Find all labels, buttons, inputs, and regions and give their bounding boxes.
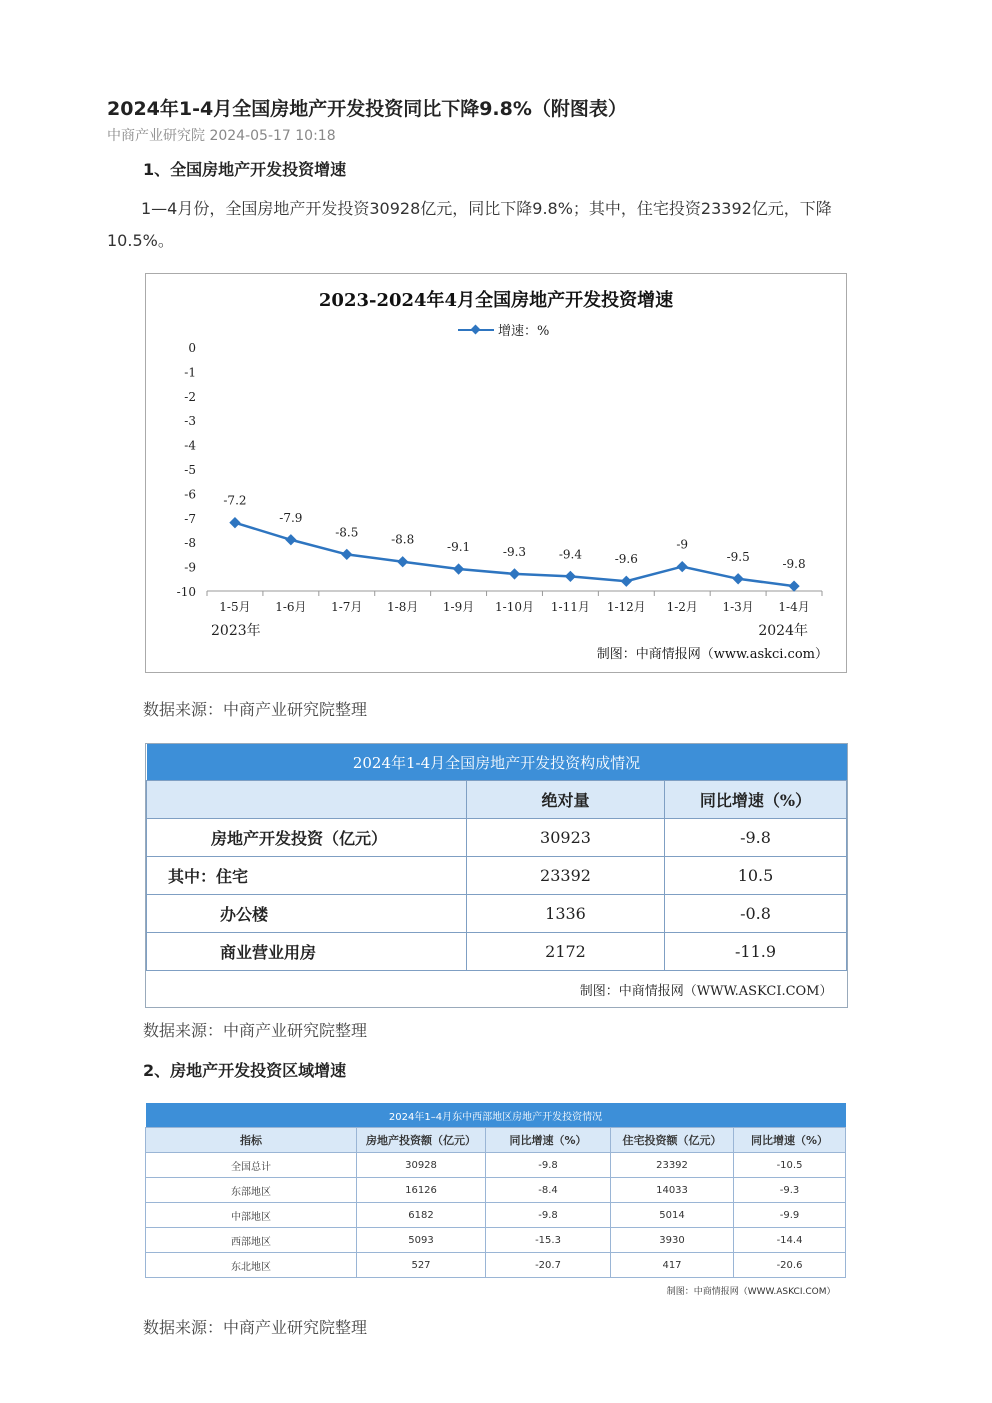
data-source-1: 数据来源：中商产业研究院整理: [143, 700, 368, 719]
legend-label: 增速：%: [498, 324, 550, 339]
data-label: -9.4: [558, 547, 582, 562]
cell-absolute: 1336: [467, 895, 665, 933]
table-credit: 制图：中商情报网（WWW.ASKCI.COM）: [579, 983, 833, 999]
x-tick-label: 1-2月: [666, 600, 698, 614]
cell: -9.8: [486, 1153, 611, 1178]
data-label: -9.6: [614, 552, 638, 567]
row-label: 房地产开发投资（亿元）: [147, 819, 467, 857]
table-row: [146, 1228, 846, 1253]
x-tick-label: 1-4月: [778, 600, 810, 614]
cell: -20.7: [486, 1253, 611, 1278]
legend-marker: [471, 325, 481, 335]
article-meta: 中商产业研究院 2024-05-17 10:18: [107, 128, 336, 144]
data-label: -9.3: [502, 544, 527, 559]
cell: -8.4: [486, 1178, 611, 1203]
cell: -14.4: [734, 1228, 846, 1253]
table-row: [146, 1153, 846, 1178]
cell-absolute: 2172: [467, 933, 665, 971]
cell-absolute: 30923: [467, 819, 665, 857]
y-tick-label: -10: [176, 585, 196, 599]
article-paragraph: 1—4月份，全国房地产开发投资30928亿元，同比下降9.8%；其中，住宅投资23392亿元，下降10.5%。: [107, 199, 832, 250]
data-label: -9: [676, 537, 689, 552]
y-tick-label: 0: [188, 341, 196, 355]
cell: 东部地区: [146, 1178, 357, 1203]
data-point: [229, 517, 240, 528]
cell-absolute: 23392: [467, 857, 665, 895]
year-label-left: 2023年: [211, 623, 261, 639]
y-tick-label: -5: [184, 463, 196, 477]
table-header: 指标: [146, 1128, 357, 1153]
y-tick-label: -7: [184, 511, 196, 526]
data-label: -9.1: [447, 540, 471, 555]
cell: 6182: [357, 1203, 486, 1228]
data-point: [397, 556, 408, 567]
data-point: [621, 576, 632, 587]
x-tick-label: 1-8月: [387, 600, 419, 614]
regional-table: [145, 1103, 846, 1297]
cell: -20.6: [734, 1253, 846, 1278]
table-header: 房地产投资额（亿元）: [357, 1128, 486, 1153]
cell: 全国总计: [146, 1153, 357, 1178]
y-tick-label: -4: [184, 438, 196, 453]
cell: 16126: [357, 1178, 486, 1203]
table-header: 同比增速（%）: [486, 1128, 611, 1153]
data-label: -9.8: [782, 557, 806, 572]
data-point: [565, 571, 576, 582]
table-caption: 2024年1-4月全国房地产开发投资构成情况: [147, 744, 847, 781]
line-chart-svg: [146, 274, 846, 672]
x-tick-label: 1-10月: [495, 600, 534, 614]
table-row: [147, 857, 847, 895]
data-label: -9.5: [726, 549, 750, 564]
cell: -9.9: [734, 1203, 846, 1228]
cell: 527: [357, 1253, 486, 1278]
table-row: [147, 895, 847, 933]
x-tick-label: 1-7月: [331, 600, 363, 614]
cell: 5014: [611, 1203, 734, 1228]
table-credit: 制图：中商情报网（WWW.ASKCI.COM）: [666, 1286, 836, 1297]
cell-growth: 10.5: [665, 857, 847, 895]
section-heading-2: 2、房地产开发投资区域增速: [143, 1061, 347, 1080]
data-source-3: 数据来源：中商产业研究院整理: [143, 1318, 368, 1337]
data-label: -8.8: [391, 532, 415, 547]
cell: 3930: [611, 1228, 734, 1253]
cell: -15.3: [486, 1228, 611, 1253]
x-tick-label: 1-6月: [275, 600, 307, 614]
year-label-right: 2024年: [758, 623, 808, 639]
composition-table: [145, 743, 848, 1008]
table-header: 同比增速（%）: [665, 781, 847, 819]
y-tick-label: -8: [184, 536, 196, 551]
table-header: 绝对量: [467, 781, 665, 819]
cell: -9.3: [734, 1178, 846, 1203]
cell: 东北地区: [146, 1253, 357, 1278]
row-label: 商业营业用房: [147, 933, 467, 971]
table-caption: 2024年1–4月东中西部地区房地产开发投资情况: [146, 1103, 846, 1128]
table-header: 住宅投资额（亿元）: [611, 1128, 734, 1153]
table-row: [147, 933, 847, 971]
table-row: [146, 1253, 846, 1278]
data-label: -7.9: [279, 510, 303, 525]
y-tick-label: -3: [184, 414, 196, 429]
cell: 5093: [357, 1228, 486, 1253]
data-point: [509, 568, 520, 579]
chart-title: 2023-2024年4月全国房地产开发投资增速: [318, 290, 674, 311]
y-tick-label: -1: [184, 365, 196, 380]
data-point: [732, 573, 743, 584]
data-point: [788, 580, 799, 591]
x-tick-label: 1-5月: [219, 600, 251, 614]
cell: 西部地区: [146, 1228, 357, 1253]
row-label: 其中：住宅: [147, 857, 467, 895]
data-label: -7.2: [223, 493, 247, 508]
y-tick-label: -9: [184, 560, 196, 575]
cell: 14033: [611, 1178, 734, 1203]
cell-growth: -11.9: [665, 933, 847, 971]
line-chart: [145, 273, 847, 673]
chart-credit: 制图：中商情报网（www.askci.com）: [596, 647, 828, 662]
cell: 中部地区: [146, 1203, 357, 1228]
x-tick-label: 1-11月: [550, 600, 590, 614]
row-label: 办公楼: [147, 895, 467, 933]
cell: 30928: [357, 1153, 486, 1178]
data-label: -8.5: [335, 525, 359, 540]
table-row: [146, 1178, 846, 1203]
x-tick-label: 1-12月: [606, 600, 646, 614]
section-heading-1: 1、全国房地产开发投资增速: [143, 160, 347, 179]
x-tick-label: 1-9月: [442, 600, 475, 614]
cell: 23392: [611, 1153, 734, 1178]
data-point: [285, 534, 296, 545]
cell: 417: [611, 1253, 734, 1278]
y-tick-label: -2: [184, 389, 196, 404]
table-row: [146, 1203, 846, 1228]
data-point: [677, 561, 688, 572]
x-tick-label: 1-3月: [722, 600, 754, 614]
cell: -10.5: [734, 1153, 846, 1178]
article-title: 2024年1-4月全国房地产开发投资同比下降9.8%（附图表）: [107, 98, 627, 120]
table-header: 同比增速（%）: [734, 1128, 846, 1153]
cell-growth: -9.8: [665, 819, 847, 857]
data-point: [341, 549, 352, 560]
table-row: [147, 819, 847, 857]
cell-growth: -0.8: [665, 895, 847, 933]
y-tick-label: -6: [184, 487, 196, 502]
cell: -9.8: [486, 1203, 611, 1228]
data-point: [453, 563, 464, 574]
table-header: [147, 781, 467, 819]
data-source-2: 数据来源：中商产业研究院整理: [143, 1021, 368, 1040]
